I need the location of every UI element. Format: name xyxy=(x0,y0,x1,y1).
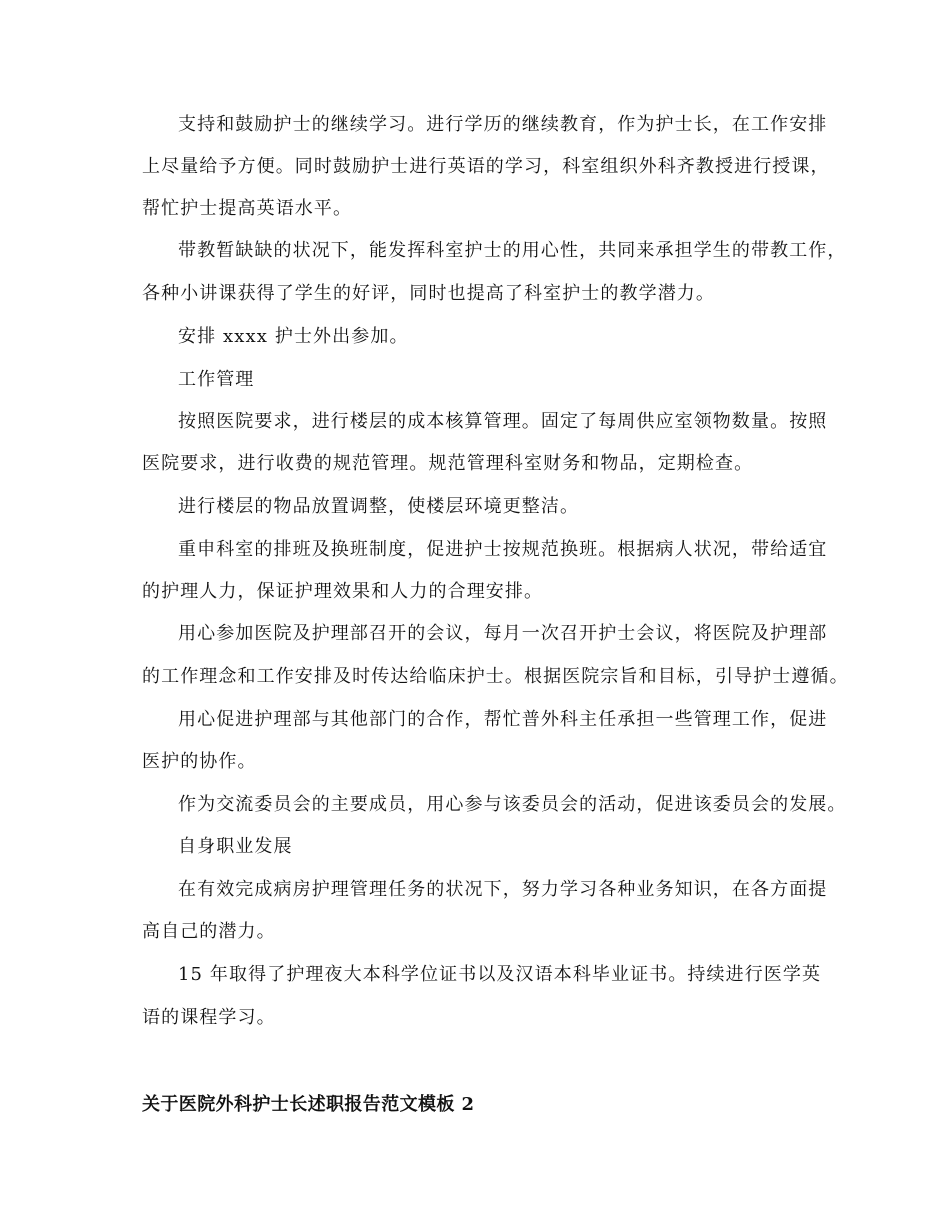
paragraph-line: 医护的协作。 xyxy=(142,751,257,772)
paragraph-line: 带教暂缺缺的状况下，能发挥科室护士的用心性，共同来承担学生的带教工作， xyxy=(178,240,847,261)
section-title: 工作管理 xyxy=(178,369,255,390)
paragraph-line: 帮忙护士提高英语水平。 xyxy=(142,198,353,219)
paragraph-line: 各种小讲课获得了学生的好评，同时也提高了科室护士的教学潜力。 xyxy=(142,283,715,304)
paragraph-line: 进行楼层的物品放置调整，使楼层环境更整洁。 xyxy=(178,496,580,517)
paragraph-line: 用心促进护理部与其他部门的合作，帮忙普外科主任承担一些管理工作，促进 xyxy=(178,709,828,730)
paragraph-line: 语的课程学习。 xyxy=(142,1007,276,1028)
paragraph-line: 上尽量给予方便。同时鼓励护士进行英语的学习，科室组织外科齐教授进行授课， xyxy=(142,156,830,177)
paragraph-line: 安排 xxxx 护士外出参加。 xyxy=(178,326,409,347)
paragraph-line: 医院要求，进行收费的规范管理。规范管理科室财务和物品，定期检查。 xyxy=(142,453,754,474)
paragraph-line: 在有效完成病房护理管理任务的状况下，努力学习各种业务知识，在各方面提 xyxy=(178,879,828,900)
paragraph-line: 作为交流委员会的主要成员，用心参与该委员会的活动，促进该委员会的发展。 xyxy=(178,794,847,815)
paragraph-line: 15 年取得了护理夜大本科学位证书以及汉语本科毕业证书。持续进行医学英 xyxy=(178,964,822,985)
paragraph-line: 用心参加医院及护理部召开的会议，每月一次召开护士会议，将医院及护理部 xyxy=(178,623,828,644)
section-title: 自身职业发展 xyxy=(178,836,293,857)
paragraph-line: 的工作理念和工作安排及时传达给临床护士。根据医院宗旨和目标，引导护士遵循。 xyxy=(142,666,849,687)
paragraph-line: 重申科室的排班及换班制度，促进护士按规范换班。根据病人状况，带给适宜 xyxy=(178,539,828,560)
paragraph-line: 按照医院要求，进行楼层的成本核算管理。固定了每周供应室领物数量。按照 xyxy=(178,411,828,432)
paragraph-line: 的护理人力，保证护理效果和人力的合理安排。 xyxy=(142,581,544,602)
document-heading: 关于医院外科护士长述职报告范文模板 2 xyxy=(142,1094,475,1115)
paragraph-line: 高自己的潜力。 xyxy=(142,921,276,942)
paragraph-line: 支持和鼓励护士的继续学习。进行学历的继续教育，作为护士长，在工作安排 xyxy=(178,114,828,135)
